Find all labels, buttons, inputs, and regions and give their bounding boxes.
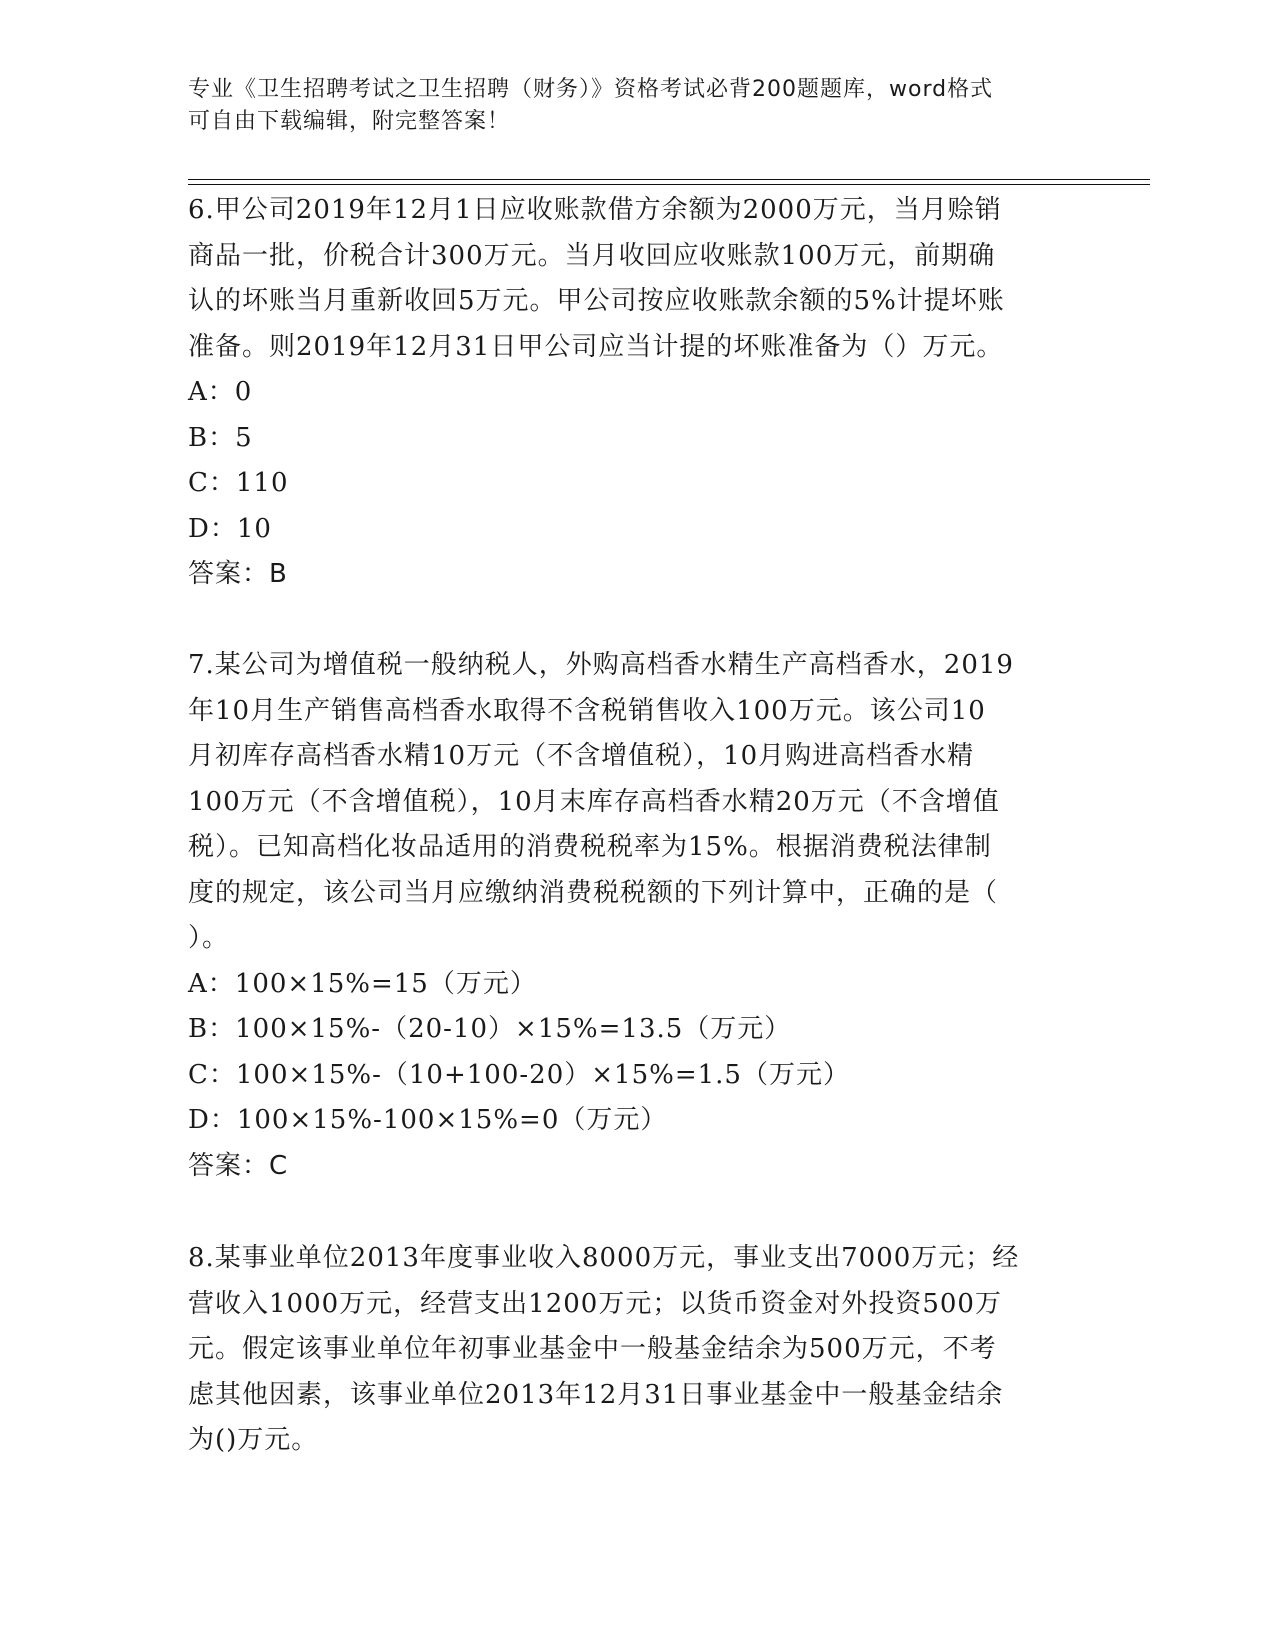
question-7-option-c: C：100×15%-（10+100-20）×15%=1.5（万元） — [188, 1059, 850, 1090]
question-6-option-c: C：110 — [188, 468, 289, 498]
question-6-answer: 答案：B — [188, 559, 288, 589]
header-line-2: 可自由下载编辑，附完整答案！ — [188, 109, 511, 134]
question-7-text-line-7: ）。 — [188, 923, 230, 953]
question-7-answer: 答案：C — [188, 1150, 289, 1181]
question-7-text-line-5: 税）。已知高档化妆品适用的消费税税率为15%。根据消费税法律制 — [188, 832, 992, 862]
question-7-text-line-6: 度的规定，该公司当月应缴纳消费税税额的下列计算中，正确的是（ — [188, 877, 999, 908]
question-7-text-line-3: 月初库存高档香水精10万元（不含增值税），10月购进高档香水精 — [188, 741, 975, 771]
question-7 — [188, 643, 1088, 1189]
question-7-text-line-1: 7.某公司为增值税一般纳税人，外购高档香水精生产高档香水，2019 — [188, 650, 1014, 680]
question-6-text-line-1: 6.甲公司2019年12月1日应收账款借方余额为2000万元，当月赊销 — [188, 195, 1002, 225]
question-6-text-line-4: 准备。则2019年12月31日甲公司应当计提的坏账准备为（）万元。 — [188, 331, 1004, 362]
question-6-option-a: A：0 — [188, 377, 253, 407]
question-8 — [188, 1236, 1088, 1464]
question-7-option-d: D：100×15%-100×15%=0（万元） — [188, 1105, 668, 1135]
question-6-text-line-2: 商品一批，价税合计300万元。当月收回应收账款100万元，前期确 — [188, 240, 996, 271]
question-6 — [188, 188, 1088, 598]
question-8-text-line-2: 营收入1000万元，经营支出1200万元；以货币资金对外投资500万 — [188, 1288, 1002, 1319]
header-rule-top — [188, 179, 1150, 180]
header-rule-bottom — [188, 184, 1150, 185]
question-6-option-d: D：10 — [188, 513, 272, 544]
question-8-text-line-3: 元。假定该事业单位年初事业基金中一般基金结余为500万元，不考 — [188, 1334, 997, 1364]
header-line-1: 专业《卫生招聘考试之卫生招聘（财务）》资格考试必背200题题库，word格式 — [188, 77, 994, 102]
question-8-text-line-4: 虑其他因素，该事业单位2013年12月31日事业基金中一般基金结余 — [188, 1379, 1004, 1410]
question-6-option-b: B：5 — [188, 422, 253, 453]
question-7-text-line-4: 100万元（不含增值税），10月末库存高档香水精20万元（不含增值 — [188, 786, 1000, 817]
document-header — [188, 74, 1088, 138]
question-7-text-line-2: 年10月生产销售高档香水取得不含税销售收入100万元。该公司10 — [188, 695, 986, 726]
question-7-option-b: B：100×15%-（20-10）×15%=13.5（万元） — [188, 1014, 792, 1044]
question-8-text-line-1: 8.某事业单位2013年度事业收入8000万元，事业支出7000万元；经 — [188, 1243, 1020, 1273]
question-6-text-line-3: 认的坏账当月重新收回5万元。甲公司按应收账款余额的5%计提坏账 — [188, 286, 1005, 316]
question-7-option-a: A：100×15%=15（万元） — [188, 968, 537, 999]
question-8-text-line-5: 为()万元。 — [188, 1425, 319, 1455]
